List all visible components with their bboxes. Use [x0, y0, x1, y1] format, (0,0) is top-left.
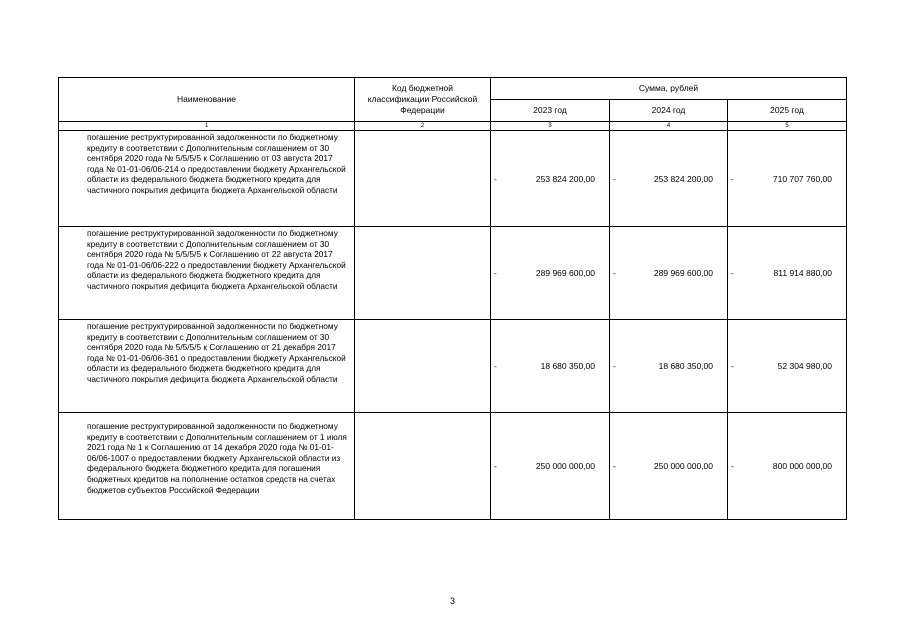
row-amount-2024 — [610, 413, 728, 520]
header-year-2024: 2024 год — [610, 100, 728, 122]
dash-sign: - — [494, 268, 497, 278]
row-amount-2025 — [728, 320, 847, 413]
row-amount-2024 — [610, 320, 728, 413]
dash-sign: - — [494, 173, 497, 184]
amount-value: 250 000 000,00 — [653, 461, 713, 471]
header-sum: Сумма, рублей — [491, 78, 847, 100]
column-number: 1 — [59, 122, 355, 131]
budget-table — [58, 77, 847, 520]
row-code — [355, 413, 491, 520]
dash-sign: - — [731, 268, 734, 278]
amount-value: 800 000 000,00 — [772, 461, 833, 471]
header-year-2025: 2025 год — [728, 100, 847, 122]
amount-value: 18 680 350,00 — [540, 361, 595, 371]
amount-value: 710 707 760,00 — [772, 173, 833, 184]
table-row — [59, 131, 847, 227]
table-row — [59, 320, 847, 413]
row-code — [355, 320, 491, 413]
dash-sign: - — [731, 361, 734, 371]
column-number: 3 — [491, 122, 610, 131]
column-number: 4 — [610, 122, 728, 131]
header-budget-code: Код бюджетной классификации Российской Федерации — [355, 78, 491, 122]
dash-sign: - — [613, 361, 616, 371]
amount-value: 253 824 200,00 — [653, 173, 713, 184]
dash-sign: - — [613, 268, 616, 278]
column-number: 5 — [728, 122, 847, 131]
row-amount-2025 — [728, 131, 847, 227]
row-name: погашение реструктурированной задолженности по бюджетному кредиту в соответствии с Дополнительным соглашением от 30 сентября 2020 года № 5/5/5/5 к Соглашению от 22 августа 2017 года № 01-01-06/06-222 о предоставлении бюджету Архангельской области из федерального бюджета бюджетного кредита для частичного покрытия дефицита бюджета Архангельской области — [59, 227, 355, 320]
dash-sign: - — [731, 461, 734, 471]
amount-value: 253 824 200,00 — [535, 173, 595, 184]
amount-value: 289 969 600,00 — [653, 268, 713, 278]
dash-sign: - — [613, 461, 616, 471]
amount-value: 18 680 350,00 — [658, 361, 713, 371]
header-name: Наименование — [59, 78, 355, 122]
dash-sign: - — [494, 461, 497, 471]
row-amount-2023 — [491, 227, 610, 320]
row-name: погашение реструктурированной задолженности по бюджетному кредиту в соответствии с Дополнительным соглашением от 1 июля 2021 года № 1 к Соглашению от 14 декабря 2020 года № 01-01-06/06-1007 о предоставлении бюджету Архангельской области из федерального бюджета бюджетного кредита для погашения бюджетных кредитов на пополнение остатков средств на счетах бюджетов субъектов Российской Федерации — [59, 413, 355, 520]
table-row — [59, 413, 847, 520]
row-amount-2023 — [491, 131, 610, 227]
amount-value: 52 304 980,00 — [777, 361, 833, 371]
row-name: погашение реструктурированной задолженности по бюджетному кредиту в соответствии с Дополнительным соглашением от 30 сентября 2020 года № 5/5/5/5 к Соглашению от 21 декабря 2017 года № 01-01-06/06-361 о предоставлении бюджету Архангельской области из федерального бюджета бюджетного кредита для частичного покрытия дефицита бюджета Архангельской области — [59, 320, 355, 413]
row-code — [355, 131, 491, 227]
row-amount-2025 — [728, 227, 847, 320]
row-amount-2024 — [610, 131, 728, 227]
row-amount-2024 — [610, 227, 728, 320]
amount-value: 289 969 600,00 — [535, 268, 595, 278]
row-amount-2023 — [491, 320, 610, 413]
row-amount-2025 — [728, 413, 847, 520]
amount-value: 250 000 000,00 — [535, 461, 595, 471]
row-code — [355, 227, 491, 320]
dash-sign: - — [494, 361, 497, 371]
table-row — [59, 227, 847, 320]
amount-value: 811 914 880,00 — [773, 268, 833, 278]
column-number-row — [59, 122, 847, 131]
column-number: 2 — [355, 122, 491, 131]
dash-sign: - — [613, 173, 616, 184]
dash-sign: - — [731, 173, 734, 184]
header-year-2023: 2023 год — [491, 100, 610, 122]
row-amount-2023 — [491, 413, 610, 520]
page-number: 3 — [449, 596, 455, 606]
row-name: погашение реструктурированной задолженности по бюджетному кредиту в соответствии с Дополнительным соглашением от 30 сентября 2020 года № 5/5/5/5 к Соглашению от 03 августа 2017 года № 01-01-06/06-214 о предоставлении бюджету Архангельской области из федерального бюджета бюджетного кредита для частичного покрытия дефицита бюджета Архангельской области — [59, 131, 355, 227]
